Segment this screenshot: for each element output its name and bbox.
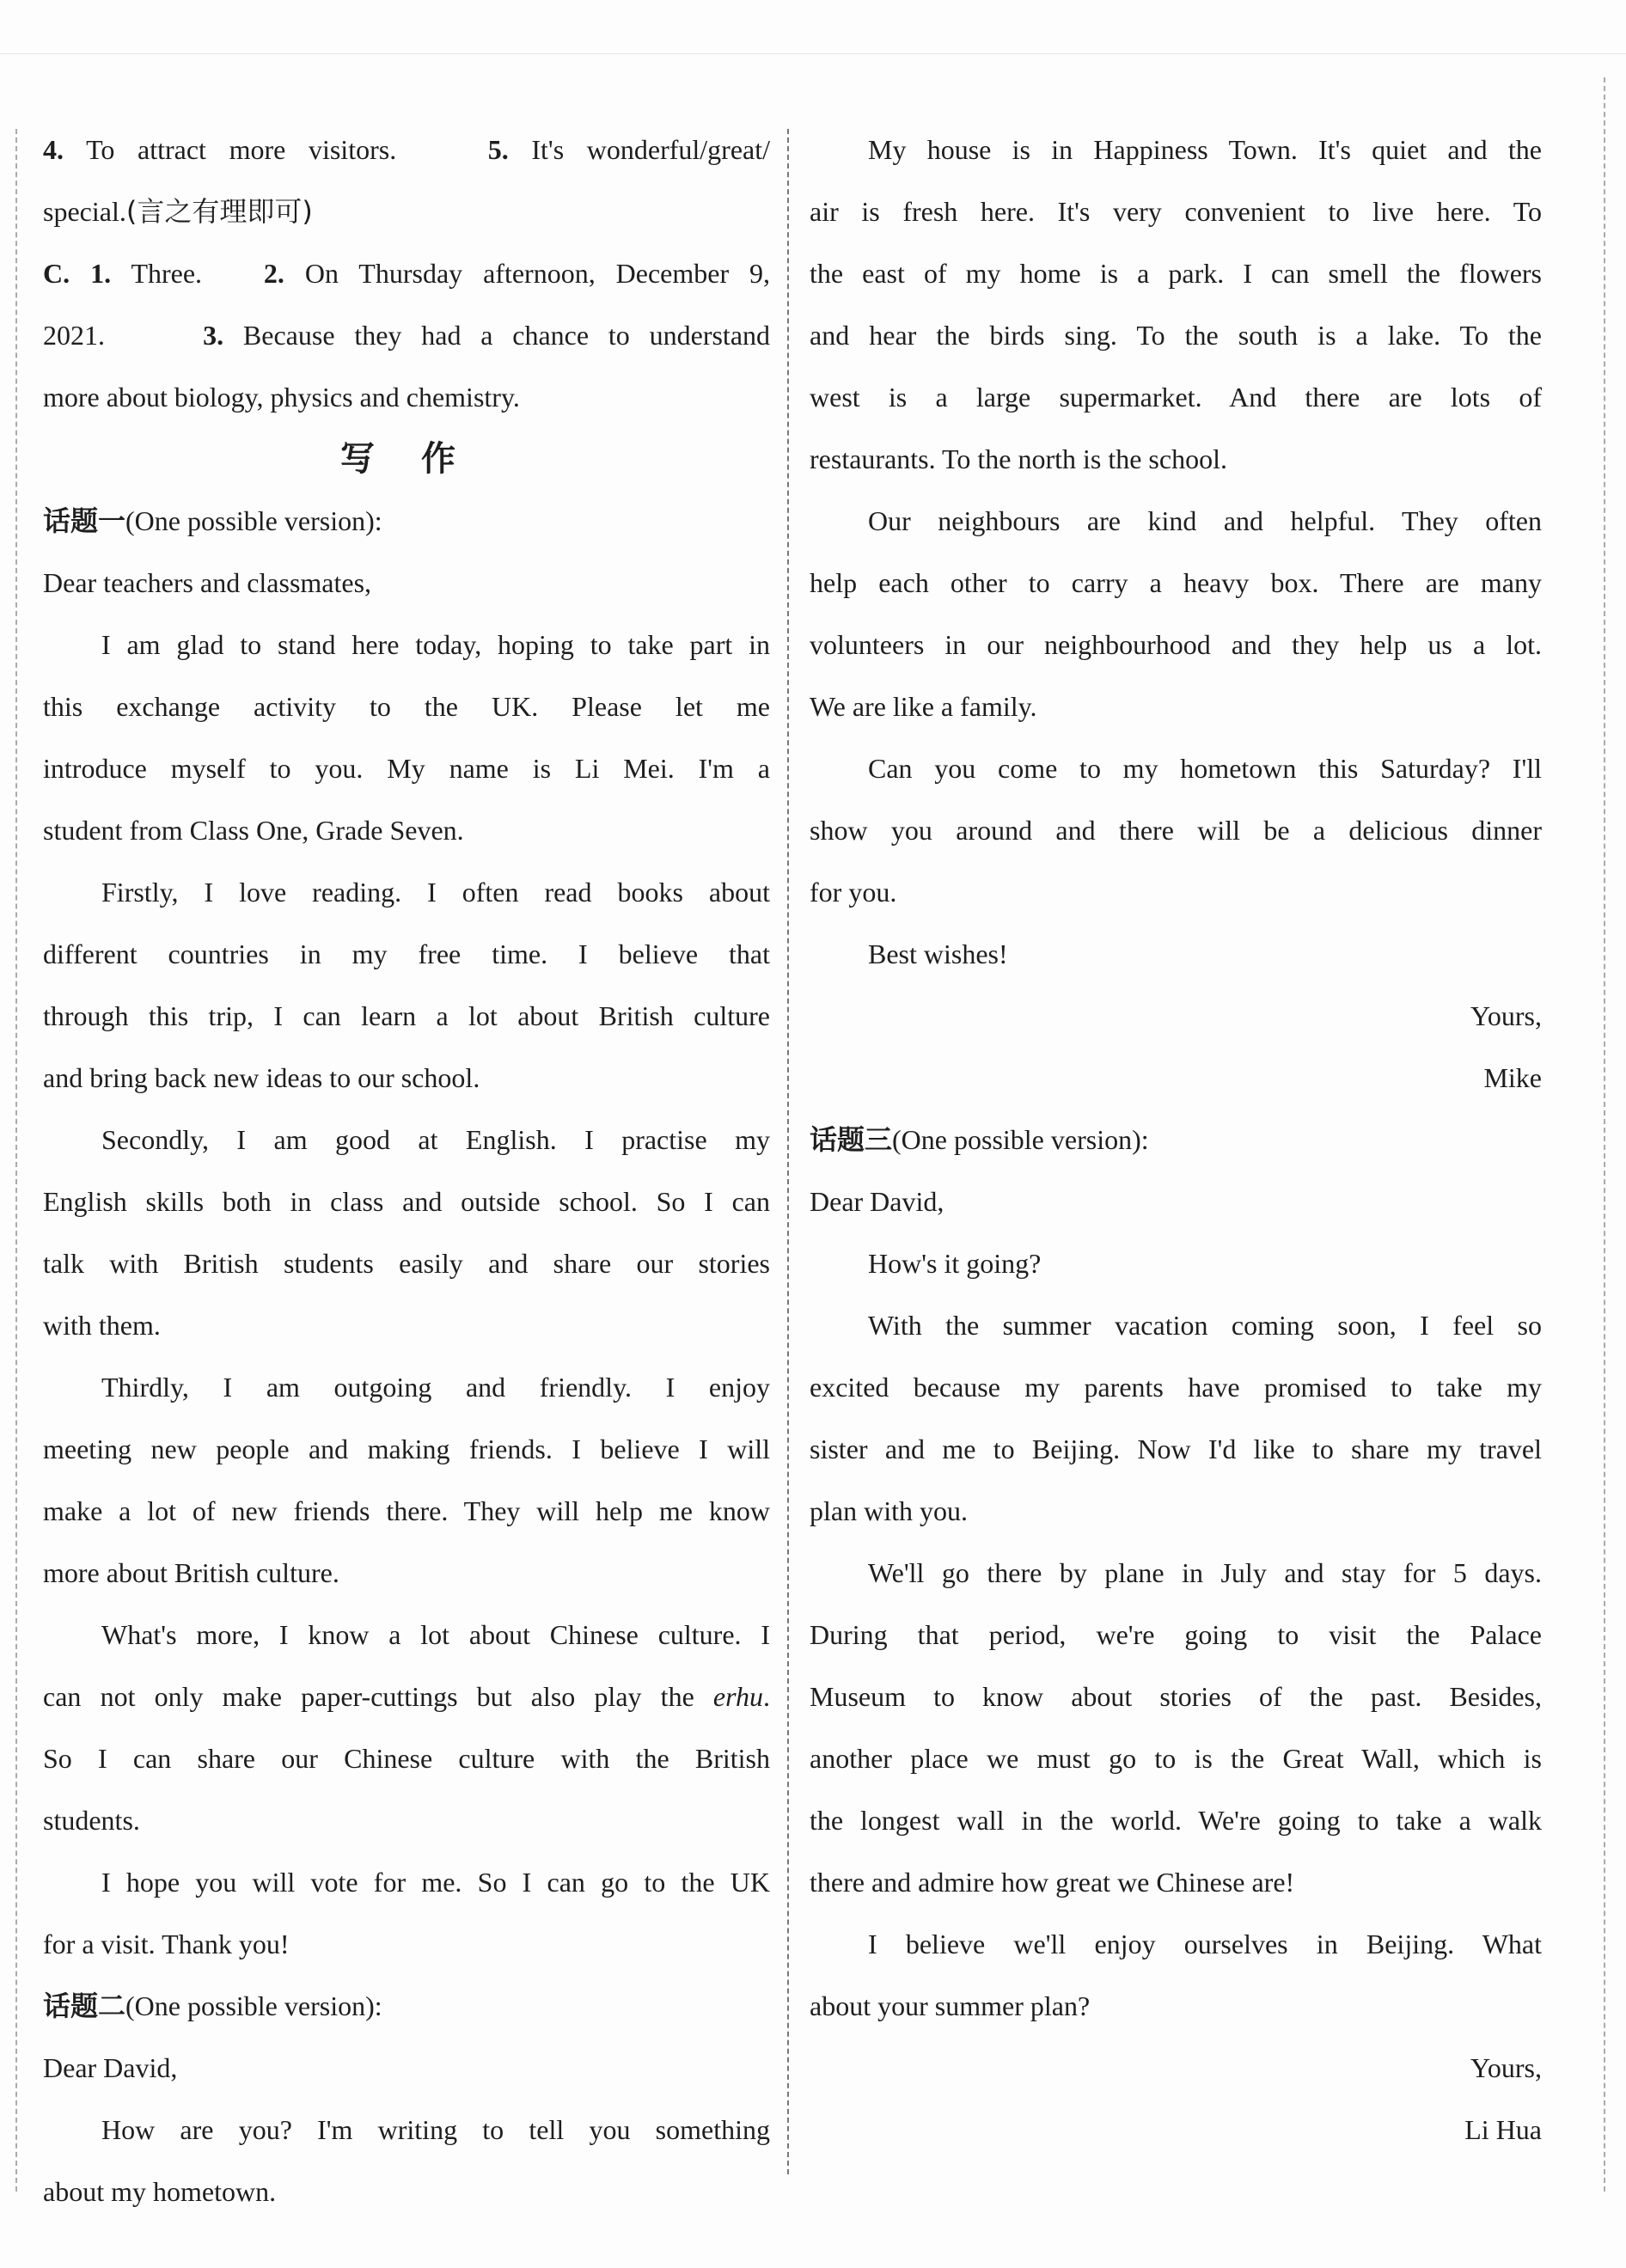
text-line: through this trip, I can learn a lot about British culture [43, 1000, 770, 1031]
text-line: the longest wall in the world. We're going to take a walk [810, 1805, 1542, 1836]
text-line: Thirdly, I am outgoing and friendly. I enjoy [101, 1372, 770, 1403]
text-line: talk with British students easily and share our stories [43, 1248, 770, 1279]
text-line: I hope you will vote for me. So I can go to the UK [101, 1867, 770, 1898]
letter-closing: Best wishes! [868, 938, 1008, 969]
answer-line: 4. To attract more visitors. 5. It's wonderful/great/ [43, 134, 771, 165]
text-line: Museum to know about stories of the past. Besides, [810, 1681, 1542, 1712]
text-line: During that period, we're going to visit the Palace [810, 1619, 1542, 1650]
text-line: I am glad to stand here today, hoping to take part in [101, 629, 770, 660]
letter-greeting: Dear David, [810, 1186, 944, 1217]
right-margin-rule [1604, 77, 1605, 2192]
text-line: about your summer plan? [810, 1990, 1091, 2021]
text-line: English skills both in class and outside school. So I can [43, 1186, 770, 1217]
left-column [43, 119, 770, 2222]
text-line: Can you come to my hometown this Saturday? I'll [868, 753, 1542, 784]
text-line: and bring back new ideas to our school. [43, 1062, 480, 1093]
letter-greeting: Dear teachers and classmates, [43, 567, 372, 598]
text-line: Our neighbours are kind and helpful. They often [868, 505, 1542, 536]
text-line: for a visit. Thank you! [43, 1929, 290, 1959]
text-line: for you. [810, 877, 897, 908]
text-line: Firstly, I love reading. I often read books about [101, 877, 770, 908]
text-line: students. [43, 1805, 140, 1836]
answer-line: C. 1. Three. 2. On Thursday afternoon, December 9, [43, 258, 771, 289]
text-line: there and admire how great we Chinese are! [810, 1867, 1295, 1898]
text-line: sister and me to Beijing. Now I'd like to share my travel [810, 1434, 1542, 1464]
topic-label: 话题三(One possible version): [810, 1123, 1149, 1156]
letter-signature: Mike [1483, 1062, 1542, 1093]
letter-signature: Li Hua [1464, 2114, 1542, 2145]
text-line: west is a large supermarket. And there are lots of [810, 382, 1542, 413]
text-line: make a lot of new friends there. They will help me know [43, 1495, 770, 1526]
letter-signoff: Yours, [1470, 1000, 1542, 1031]
text-line: show you around and there will be a delicious dinner [810, 815, 1542, 846]
text-line: introduce myself to you. My name is Li Mei. I'm a [43, 753, 770, 784]
text-line: Secondly, I am good at English. I practise my [101, 1124, 770, 1155]
text-line: air is fresh here. It's very convenient to live here. To [810, 196, 1542, 227]
top-rule [0, 53, 1626, 54]
letter-greeting: Dear David, [43, 2052, 178, 2083]
column-divider [787, 129, 789, 2174]
text-line: plan with you. [810, 1495, 968, 1526]
text-line: student from Class One, Grade Seven. [43, 815, 464, 846]
letter-signoff: Yours, [1470, 2052, 1542, 2083]
text-line: can not only make paper-cuttings but also play the erhu. [43, 1681, 770, 1712]
text-line: excited because my parents have promised to take my [810, 1372, 1542, 1403]
text-line: So I can share our Chinese culture with the British [43, 1743, 770, 1774]
text-line: How's it going? [868, 1248, 1042, 1279]
text-line: and hear the birds sing. To the south is a lake. To the [810, 320, 1542, 351]
text-line: different countries in my free time. I believe that [43, 938, 770, 969]
text-line: this exchange activity to the UK. Please let me [43, 691, 770, 722]
text-line: meeting new people and making friends. I believe I will [43, 1434, 770, 1464]
section-heading: 写 作 [340, 439, 473, 479]
topic-label: 话题二(One possible version): [43, 1990, 382, 2022]
answer-line: more about biology, physics and chemistry. [43, 382, 520, 413]
text-line: more about British culture. [43, 1557, 339, 1588]
text-line: How are you? I'm writing to tell you something [101, 2114, 770, 2145]
topic-label: 话题一(One possible version): [43, 504, 382, 537]
text-line: What's more, I know a lot about Chinese culture. I [101, 1619, 770, 1650]
text-line: restaurants. To the north is the school. [810, 443, 1227, 474]
right-column [810, 119, 1542, 2161]
text-line: with them. [43, 1310, 161, 1341]
text-line: We are like a family. [810, 691, 1037, 722]
text-line: the east of my home is a park. I can smell the flowers [810, 258, 1542, 289]
text-line: another place we must go to is the Great Wall, which is [810, 1743, 1542, 1774]
text-line: With the summer vacation coming soon, I feel so [868, 1310, 1542, 1341]
text-line: I believe we'll enjoy ourselves in Beijing. What [868, 1929, 1542, 1959]
answer-line: 2021. 3. Because they had a chance to understand [43, 320, 771, 351]
text-line: volunteers in our neighbourhood and they help us a lot. [810, 629, 1542, 660]
left-margin-rule [15, 129, 17, 2192]
answer-line: special.(言之有理即可) [43, 195, 313, 228]
text-line: about my hometown. [43, 2176, 277, 2207]
text-line: help each other to carry a heavy box. There are many [810, 567, 1542, 598]
text-line: We'll go there by plane in July and stay for 5 days. [868, 1557, 1542, 1588]
text-line: My house is in Happiness Town. It's quiet and the [868, 134, 1542, 165]
